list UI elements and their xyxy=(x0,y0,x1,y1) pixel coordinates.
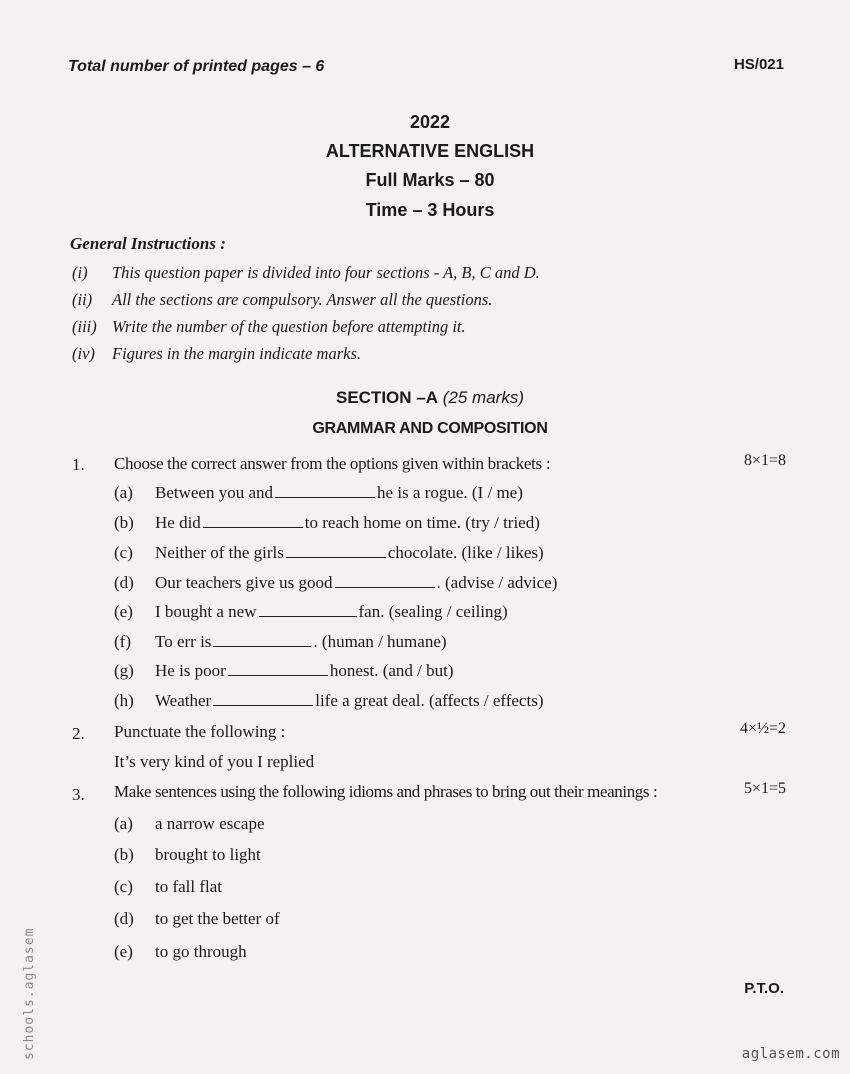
question-number: 2. xyxy=(72,724,85,743)
punctuation-sentence: It’s very kind of you I replied xyxy=(114,752,315,771)
option-label: (e) xyxy=(114,942,133,961)
option-label: (e) xyxy=(114,602,133,621)
section-marks: (25 marks) xyxy=(442,388,524,407)
answer-blank xyxy=(213,633,311,647)
paper-code: HS/021 xyxy=(733,56,784,73)
option-text-before: Weather xyxy=(155,691,212,710)
option-label: (g) xyxy=(114,661,134,680)
answer-blank xyxy=(286,544,386,558)
question-marks: 8×1=8 xyxy=(743,452,786,469)
answer-blank xyxy=(213,692,313,706)
option-item xyxy=(114,483,523,503)
option-text-after: . (advise / advice) xyxy=(436,573,558,592)
instructions-title: General Instructions : xyxy=(70,234,226,253)
option-text-after: he is a rogue. (I / me) xyxy=(377,483,523,502)
option-item xyxy=(114,513,540,533)
option-text: to get the better of xyxy=(155,909,280,928)
question-text: Punctuate the following : xyxy=(114,722,286,741)
section-name: SECTION –A xyxy=(336,388,439,407)
option-item xyxy=(114,691,543,711)
option-text-after: to reach home on time. (try / tried) xyxy=(304,513,540,532)
instruction-number: (i) xyxy=(72,263,88,282)
watermark-text: aglasem.com xyxy=(741,1046,840,1062)
option-text-before: He is poor xyxy=(155,661,226,680)
exam-year: 2022 xyxy=(409,112,451,132)
section-subtitle: GRAMMAR AND COMPOSITION xyxy=(312,420,548,437)
option-text: brought to light xyxy=(155,845,261,864)
option-text-after: chocolate. (like / likes) xyxy=(387,543,544,562)
option-label: (a) xyxy=(114,483,133,502)
option-text-after: fan. (sealing / ceiling) xyxy=(358,602,508,621)
please-turn-over: P.T.O. xyxy=(744,980,784,997)
option-text: to fall flat xyxy=(155,877,223,896)
option-item xyxy=(114,877,222,897)
option-text-before: I bought a new xyxy=(155,602,257,621)
question-number: 3. xyxy=(72,785,85,804)
option-label: (b) xyxy=(114,513,134,532)
option-text-before: Our teachers give us good xyxy=(155,573,333,592)
option-text-after: life a great deal. (affects / effects) xyxy=(315,691,544,710)
side-watermark: schools.aglasem xyxy=(22,927,37,1060)
answer-blank xyxy=(228,662,328,676)
subject-title: ALTERNATIVE ENGLISH xyxy=(325,141,535,161)
answer-blank xyxy=(275,484,375,498)
option-label: (d) xyxy=(114,573,134,592)
option-item xyxy=(114,845,261,865)
option-text-after: . (human / humane) xyxy=(313,632,447,651)
instruction-number: (iii) xyxy=(72,317,97,336)
instruction-number: (iv) xyxy=(72,344,95,363)
option-text-before: Between you and xyxy=(155,483,274,502)
instruction-text: Figures in the margin indicate marks. xyxy=(112,344,361,363)
option-label: (f) xyxy=(114,632,131,651)
question-marks: 5×1=5 xyxy=(743,780,786,797)
question-marks: 4×½=2 xyxy=(739,720,786,737)
question-text: Make sentences using the following idioms and phrases to bring out their meanings : xyxy=(114,782,658,801)
instruction-number: (ii) xyxy=(72,290,93,309)
printed-pages-note: Total number of printed pages – 6 xyxy=(68,58,325,75)
time-allowed: Time – 3 Hours xyxy=(365,200,495,220)
option-text-before: Neither of the girls xyxy=(155,543,284,562)
instruction-item xyxy=(72,344,361,364)
option-item xyxy=(114,602,508,622)
option-item xyxy=(114,909,280,929)
answer-blank xyxy=(259,603,357,617)
option-text: a narrow escape xyxy=(155,814,265,833)
option-item xyxy=(114,661,454,681)
option-label: (h) xyxy=(114,691,134,710)
answer-blank xyxy=(203,514,303,528)
option-item xyxy=(114,632,447,652)
option-text-before: To err is xyxy=(155,632,212,651)
instruction-text: Write the number of the question before attempting it. xyxy=(112,317,466,336)
option-label: (b) xyxy=(114,845,134,864)
full-marks: Full Marks – 80 xyxy=(365,170,495,190)
answer-blank xyxy=(335,574,435,588)
option-item xyxy=(114,942,247,962)
instruction-text: All the sections are compulsory. Answer all the questions. xyxy=(112,290,493,309)
option-item xyxy=(114,814,265,834)
instruction-item xyxy=(72,317,466,337)
option-item xyxy=(114,543,544,563)
question-text: Choose the correct answer from the options given within brackets : xyxy=(114,454,551,473)
option-label: (a) xyxy=(114,814,133,833)
option-text: to go through xyxy=(155,942,247,961)
option-label: (d) xyxy=(114,909,134,928)
option-label: (c) xyxy=(114,543,133,562)
instruction-item xyxy=(72,263,540,283)
instruction-text: This question paper is divided into four sections - A, B, C and D. xyxy=(112,263,540,282)
option-label: (c) xyxy=(114,877,133,896)
option-text-before: He did xyxy=(155,513,201,532)
option-text-after: honest. (and / but) xyxy=(329,661,454,680)
option-item xyxy=(114,573,557,593)
question-number: 1. xyxy=(72,455,85,474)
section-heading xyxy=(0,388,850,408)
instruction-item xyxy=(72,290,492,310)
